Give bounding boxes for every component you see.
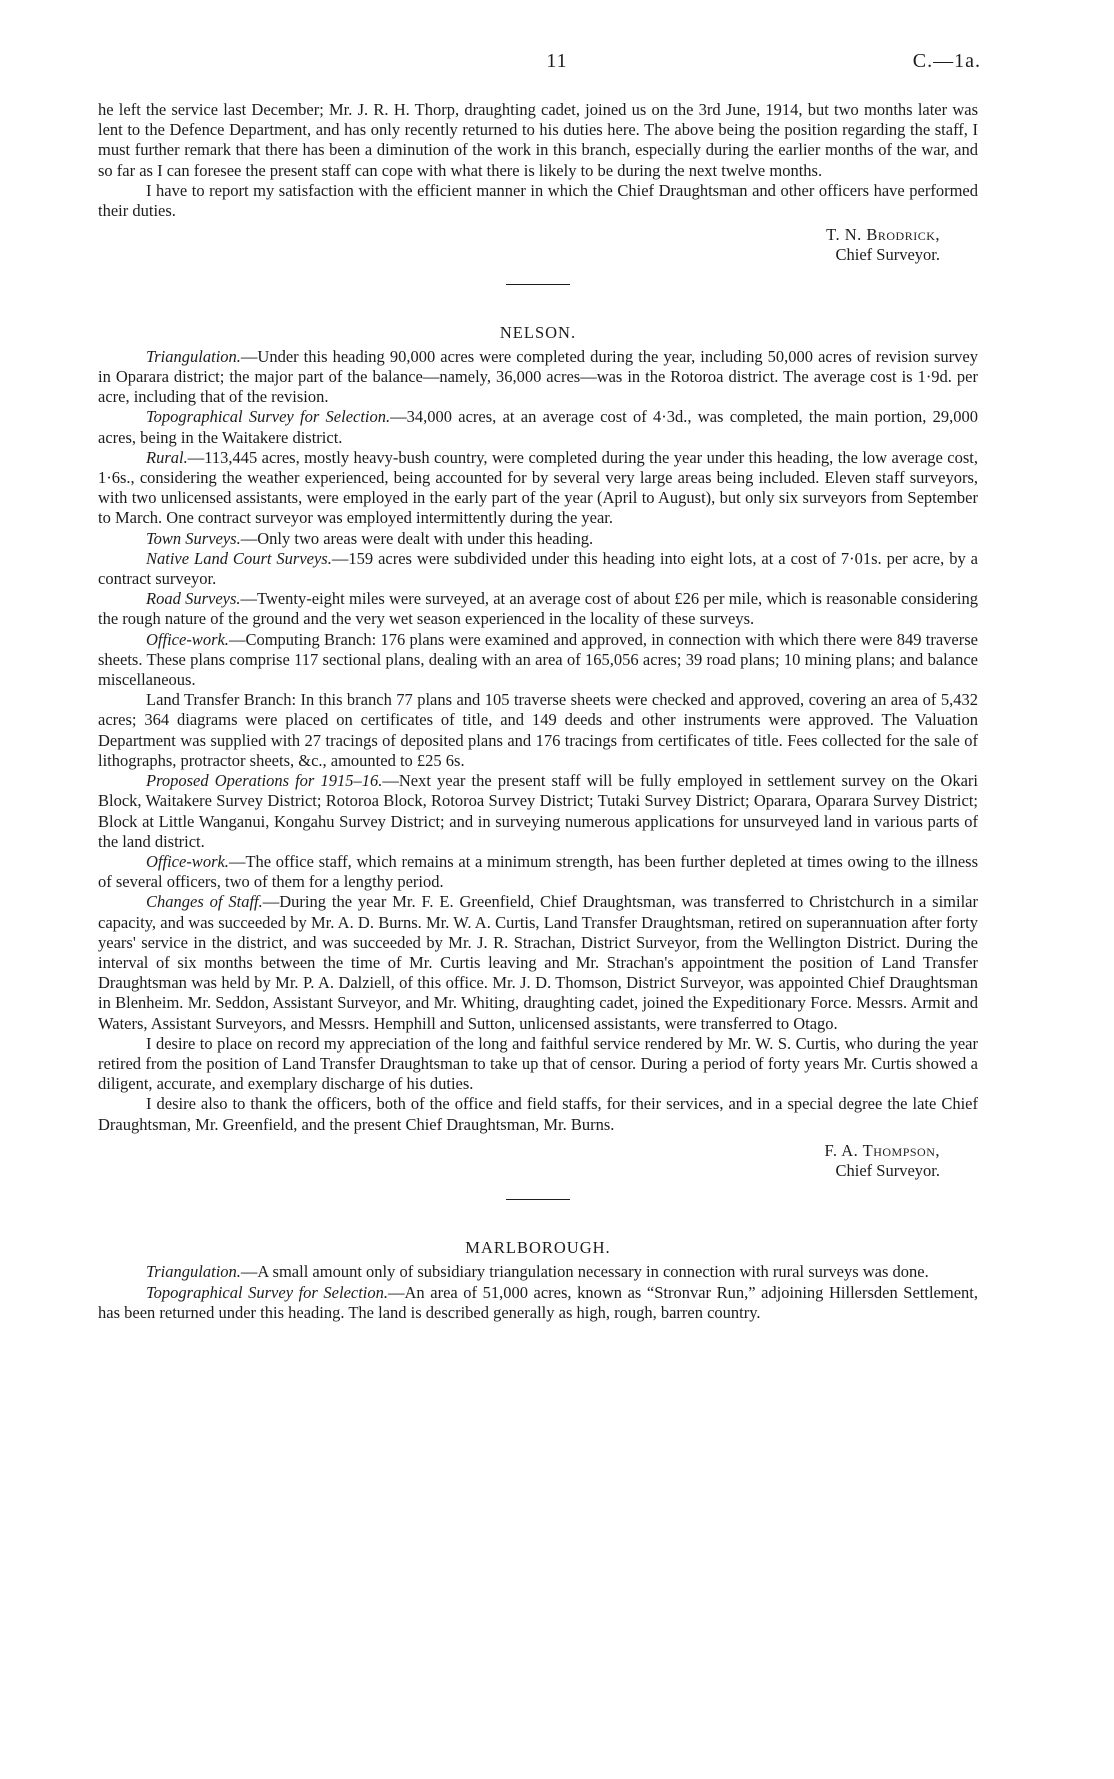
nelson-office-work-staff (98, 852, 978, 892)
paragraph-text: —34,000 acres, at an average cost of 4·3d., was completed, the main portion, 29,000 acres, being in the Waitakere district. (98, 407, 978, 447)
section-divider (506, 1199, 570, 1200)
nelson-road-surveys (98, 589, 978, 629)
marlborough-topographical (98, 1283, 978, 1323)
signature-name: F. A. Thompson, (824, 1140, 940, 1160)
intro-paragraph-1: he left the service last December; Mr. J. R. H. Thorp, draughting cadet, joined us on the 3rd June, 1914, but two months later was lent to the Defence Department, and has only recently returned to his duties here. The above being the position regarding the staff, I must further remark that there has been a diminution of the work in this branch, especially during the earlier months of the war, and so far as I can foresee the present staff can cope with what there is likely to be during the next twelve months. (98, 100, 978, 180)
caption: Changes of Staff. (146, 892, 263, 912)
section-divider (506, 284, 570, 285)
intro-paragraph-2: I have to report my satisfaction with the efficient manner in which the Chief Draughtsman and other officers have performed their duties. (98, 180, 978, 221)
paragraph-text: —Only two areas were dealt with under this heading. (240, 528, 594, 548)
caption: Proposed Operations for 1915–16. (146, 771, 383, 791)
paragraph-text: —The office staff, which remains at a minimum strength, has been further depleted at times owing to the illness of several officers, two of them for a lengthy period. (98, 851, 978, 892)
caption: Topographical Survey for Selection. (146, 1282, 389, 1302)
nelson-rural (98, 448, 978, 529)
caption: Triangulation. (146, 1262, 241, 1282)
signature-block-brodrick (98, 225, 940, 265)
section-title-marlborough: MARLBOROUGH. (465, 1238, 611, 1258)
page-number: 11 (546, 50, 568, 72)
caption: Topographical Survey for Selection. (146, 407, 391, 427)
paragraph-text: —Computing Branch: 176 plans were examined and approved, in connection with which there were 849 traverse sheets. These plans comprise 117 sectional plans, dealing with an area of 165,056 acres; 39 road plans; 10 mining plans; and balance miscellaneous. (98, 629, 978, 690)
caption: Native Land Court Surveys. (146, 548, 332, 568)
nelson-town-surveys (98, 529, 978, 549)
document-code: C.—1a. (912, 50, 981, 72)
nelson-land-transfer: Land Transfer Branch: In this branch 77 plans and 105 traverse sheets were checked and approved, covering an area of 5,432 acres; 364 diagrams were placed on certificates of title, and 149 deeds and other instruments were approved. The Valuation Department was supplied with 27 tracings of deposited plans and 176 tracings from certificates of title. Fees collected for the sale of lithographs, protractor sheets, &c., amounted to £25 6s. (98, 690, 978, 770)
nelson-appreciation: I desire to place on record my appreciation of the long and faithful service rendered by Mr. W. S. Curtis, who during the year retired from the position of Land Transfer Draughtsman to take up that of censor. During a period of forty years Mr. Curtis showed a diligent, accurate, and exemplary discharge of his duties. (98, 1033, 978, 1094)
caption: Town Surveys. (146, 528, 241, 548)
caption: Office-work. (146, 629, 229, 649)
paragraph-text: —During the year Mr. F. E. Greenfield, Chief Draughtsman, was transferred to Christchurch in a similar capacity, and was succeeded by Mr. A. D. Burns. Mr. W. A. Curtis, Land Transfer Draughtsman, retired on superannuation after forty years' service in the district, and was succeeded by Mr. J. R. Strachan, District Surveyor, from the Wellington District. During the interval of six months between the time of Mr. Curtis leaving and Mr. Strachan's appointment the position of Land Transfer Draughtsman was held by Mr. P. A. Dalziell, of this office. Mr. J. D. Thomson, District Surveyor, was appointed Chief Draughtsman in Blenheim. Mr. Seddon, Assistant Surveyor, and Mr. Whiting, draughting cadet, joined the Expeditionary Force. Messrs. Armit and Waters, Assistant Surveyors, and Messrs. Hemphill and Sutton, unlicensed assistants, were transferred to Otago. (98, 892, 978, 1033)
caption: Road Surveys. (146, 589, 241, 609)
nelson-office-work-computing (98, 630, 978, 691)
section-title-nelson: NELSON. (499, 322, 577, 342)
caption: Triangulation. (146, 346, 241, 366)
nelson-triangulation (98, 347, 978, 408)
paragraph-text: —Twenty-eight miles were surveyed, at an average cost of about £26 per mile, which is reasonable considering the rough nature of the ground and the very wet season experienced in the locality of these surveys. (98, 589, 978, 629)
paragraph-text: —An area of 51,000 acres, known as “Stronvar Run,” adjoining Hillersden Settlement, has been returned under this heading. The land is described generally as high, rough, barren country. (98, 1282, 978, 1322)
nelson-proposed-operations (98, 771, 978, 852)
nelson-thanks: I desire also to thank the officers, both of the office and field staffs, for their services, and in a special degree the late Chief Draughtsman, Mr. Greenfield, and the present Chief Draughtsman, Mr. Burns. (98, 1094, 978, 1134)
paragraph-text: —A small amount only of subsidiary triangulation necessary in connection with rural surveys was done. (240, 1262, 929, 1282)
caption: Rural. (146, 447, 188, 467)
paragraph-text: —159 acres were subdivided under this heading into eight lots, at a cost of 7·01s. per acre, by a contract surveyor. (98, 548, 978, 589)
signature-block-thompson (98, 1141, 940, 1181)
signature-title: Chief Surveyor. (835, 1160, 940, 1180)
nelson-native-land-court (98, 549, 978, 589)
paragraph-text: —113,445 acres, mostly heavy-bush country, were completed during the year under this heading, the low average cost, 1·6s., considering the weather experienced, being accounted for by several very large areas being included. Eleven staff surveyors, with two unlicensed assistants, were employed in the early part of the year (April to August), but only six surveyors from September to March. One contract surveyor was employed intermittently during the year. (98, 447, 978, 528)
signature-name: T. N. Brodrick, (826, 225, 940, 245)
nelson-topographical (98, 407, 978, 447)
page-header (0, 50, 1114, 80)
page-body (98, 100, 978, 1323)
caption: Office-work. (146, 851, 229, 871)
paragraph-text: —Next year the present staff will be fully employed in settlement survey on the Okari Block, Waitakere Survey District; Rotoroa Block, Rotoroa Survey District; Tutaki Survey District; Oparara, Oparara Survey District; Block at Little Wanganui, Kongahu Survey District; and in surveying numerous applications for unsurveyed land in various parts of the land district. (98, 771, 978, 851)
marlborough-triangulation (98, 1262, 978, 1282)
signature-title: Chief Surveyor. (835, 245, 940, 265)
nelson-changes-of-staff (98, 892, 978, 1033)
paragraph-text: —Under this heading 90,000 acres were completed during the year, including 50,000 acres of revision survey in Oparara district; the major part of the balance—namely, 36,000 acres—was in the Rotoroa district. The average cost is 1·9d. per acre, including that of the revision. (98, 346, 978, 407)
